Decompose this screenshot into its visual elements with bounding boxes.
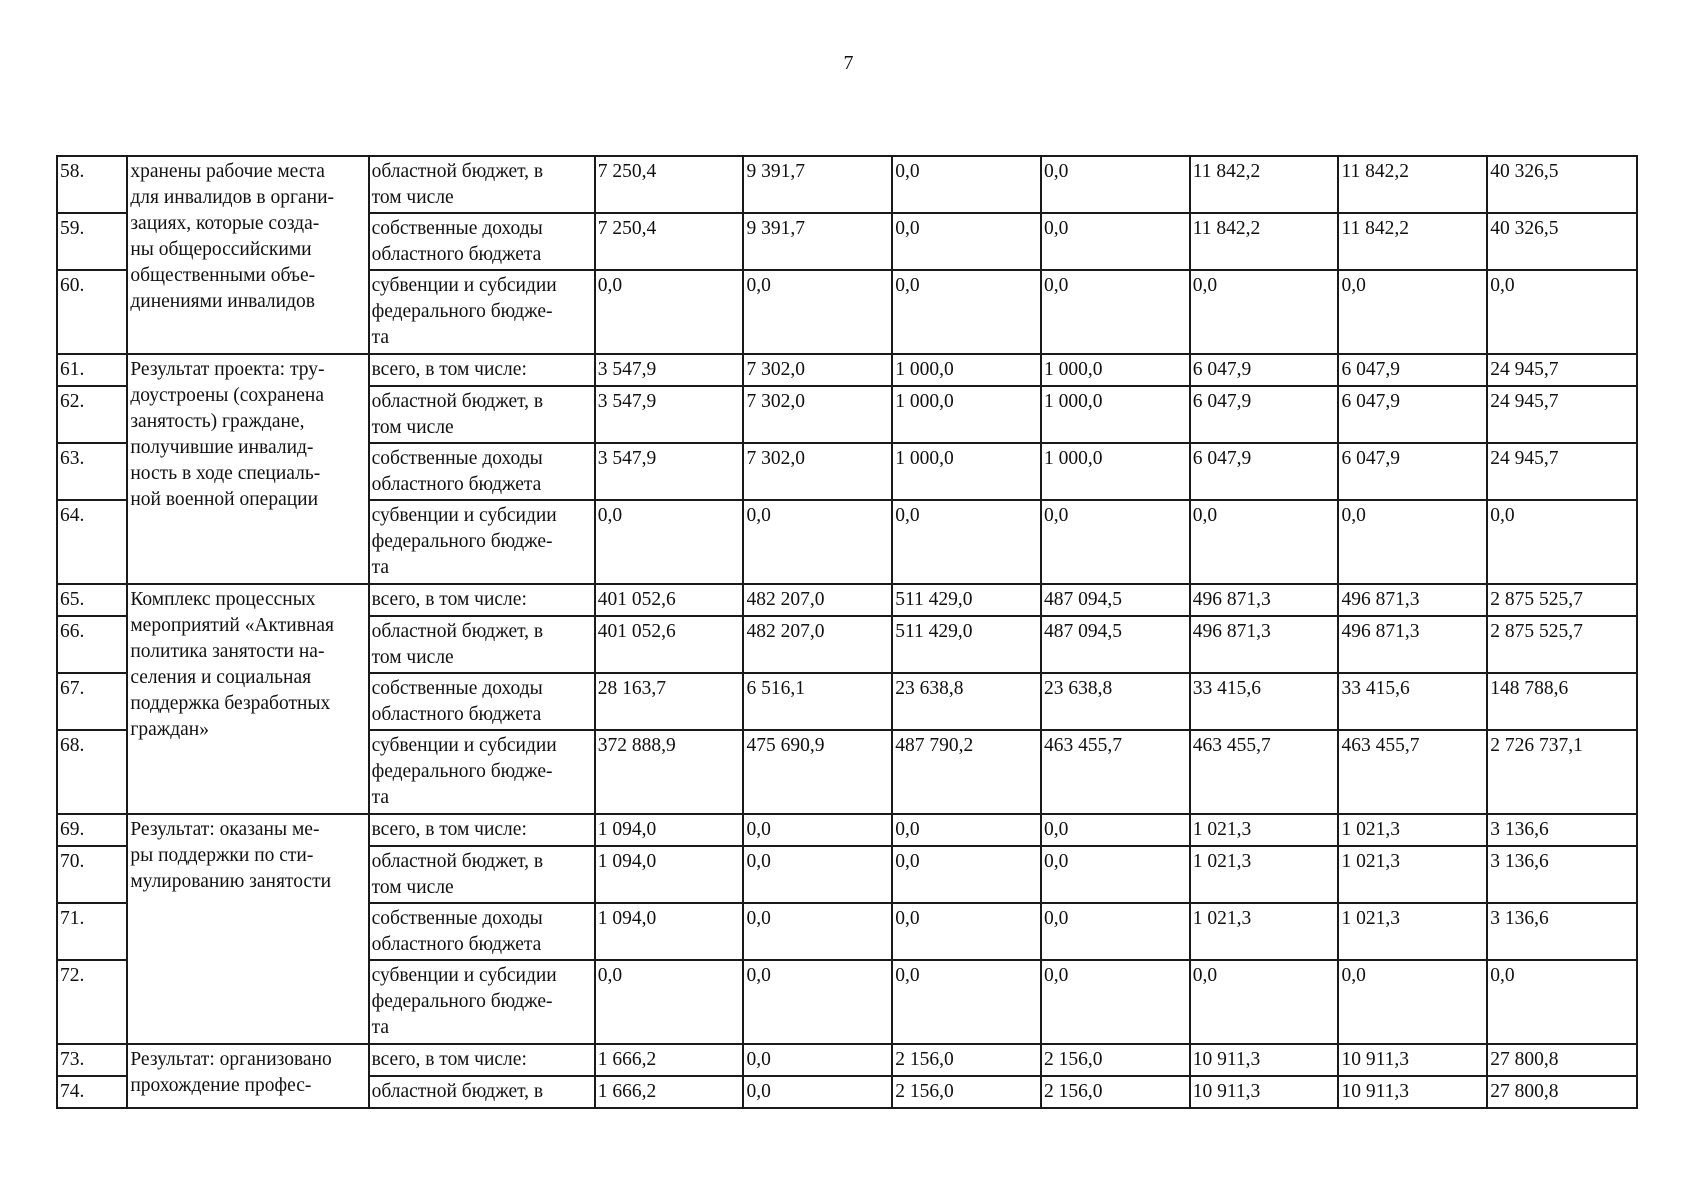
activity-name [127,814,368,1044]
amount-cell: 40 326,5 [1487,156,1637,213]
funding-source-line: собственные доходы [371,678,543,699]
amount-cell: 33 415,6 [1190,673,1339,730]
amount-cell: 0,0 [892,270,1041,354]
amount-cell: 0,0 [1338,270,1487,354]
row-number: 67. [57,673,127,730]
amount-cell: 28 163,7 [595,673,744,730]
funding-source-line: всего, в том числе: [371,1049,527,1070]
amount-cell: 0,0 [1487,960,1637,1044]
row-number: 62. [57,386,127,443]
funding-source [369,960,595,1044]
funding-source-line: областного бюджета [371,934,542,955]
amount-cell: 10 911,3 [1190,1076,1339,1108]
amount-cell: 1 021,3 [1338,903,1487,960]
funding-source-line: федерального бюдже- [371,991,553,1012]
amount-cell: 7 302,0 [743,354,892,386]
funding-source-line: субвенции и субсидии [371,965,557,986]
amount-cell: 0,0 [743,1044,892,1076]
row-number: 72. [57,960,127,1044]
amount-cell: 9 391,7 [743,156,892,213]
activity-name [127,584,368,814]
activity-name-line: Результат: оказаны ме- [130,819,320,840]
funding-source [369,500,595,584]
amount-cell: 7 302,0 [743,443,892,500]
amount-cell: 496 871,3 [1338,616,1487,673]
amount-cell: 3 136,6 [1487,846,1637,903]
amount-cell: 6 516,1 [743,673,892,730]
amount-cell: 3 547,9 [595,386,744,443]
funding-source [369,443,595,500]
amount-cell: 11 842,2 [1190,213,1339,270]
amount-cell: 1 000,0 [1041,443,1190,500]
funding-source-line: том числе [371,187,454,208]
row-number: 73. [57,1044,127,1076]
activity-name-line: Комплекс процессных [130,589,316,610]
activity-name-line: прохождение профес- [130,1075,312,1096]
funding-source [369,814,595,846]
funding-source-line: субвенции и субсидии [371,275,557,296]
funding-source-line: собственные доходы [371,908,543,929]
amount-cell: 3 547,9 [595,354,744,386]
amount-cell: 27 800,8 [1487,1044,1637,1076]
budget-table-body [57,156,1637,1108]
amount-cell: 0,0 [743,270,892,354]
activity-name [127,354,368,584]
funding-source-line: собственные доходы [371,218,543,239]
amount-cell: 0,0 [743,960,892,1044]
amount-cell: 27 800,8 [1487,1076,1637,1108]
budget-table [56,155,1638,1109]
funding-source-line: том числе [371,877,454,898]
activity-name-line: динениями инвалидов [130,291,315,312]
amount-cell: 0,0 [1190,500,1339,584]
row-number: 71. [57,903,127,960]
amount-cell: 0,0 [743,846,892,903]
funding-source-line: та [371,1017,389,1038]
row-number: 70. [57,846,127,903]
funding-source [369,354,595,386]
funding-source [369,1076,595,1108]
amount-cell: 1 094,0 [595,814,744,846]
amount-cell: 3 547,9 [595,443,744,500]
activity-name-line: Результат: организовано [130,1049,332,1070]
amount-cell: 487 094,5 [1041,616,1190,673]
funding-source [369,386,595,443]
amount-cell: 475 690,9 [743,730,892,814]
activity-name-line: для инвалидов в органи- [130,187,335,208]
amount-cell: 0,0 [892,814,1041,846]
row-number: 61. [57,354,127,386]
funding-source-line: областного бюджета [371,704,542,725]
funding-source-line: та [371,327,389,348]
amount-cell: 10 911,3 [1190,1044,1339,1076]
amount-cell: 0,0 [892,903,1041,960]
amount-cell: 2 156,0 [892,1076,1041,1108]
amount-cell: 6 047,9 [1190,386,1339,443]
amount-cell: 2 156,0 [1041,1044,1190,1076]
amount-cell: 0,0 [1041,903,1190,960]
amount-cell: 1 094,0 [595,903,744,960]
activity-name [127,1044,368,1108]
amount-cell: 0,0 [1041,213,1190,270]
funding-source-line: областной бюджет, в [371,391,544,412]
amount-cell: 2 875 525,7 [1487,616,1637,673]
amount-cell: 372 888,9 [595,730,744,814]
amount-cell: 7 250,4 [595,156,744,213]
funding-source [369,846,595,903]
funding-source-line: том числе [371,647,454,668]
funding-source-line: областной бюджет, в [371,621,544,642]
amount-cell: 6 047,9 [1338,443,1487,500]
amount-cell: 0,0 [892,500,1041,584]
funding-source [369,903,595,960]
activity-name-line: общественными объе- [130,265,316,286]
amount-cell: 0,0 [1041,270,1190,354]
activity-name-line: мероприятий «Активная [130,615,334,636]
amount-cell: 1 000,0 [1041,386,1190,443]
amount-cell: 6 047,9 [1338,354,1487,386]
funding-source-line: всего, в том числе: [371,359,527,380]
amount-cell: 0,0 [743,500,892,584]
amount-cell: 7 302,0 [743,386,892,443]
amount-cell: 1 666,2 [595,1044,744,1076]
activity-name-line: Результат проекта: тру- [130,359,325,380]
amount-cell: 0,0 [892,960,1041,1044]
funding-source-line: областного бюджета [371,474,542,495]
funding-source-line: федерального бюдже- [371,761,553,782]
amount-cell: 511 429,0 [892,616,1041,673]
amount-cell: 11 842,2 [1190,156,1339,213]
activity-name-line: мулированию занятости [130,871,332,892]
activity-name-line: доустроены (сохранена [130,385,324,406]
row-number: 68. [57,730,127,814]
amount-cell: 0,0 [1487,270,1637,354]
amount-cell: 33 415,6 [1338,673,1487,730]
amount-cell: 11 842,2 [1338,156,1487,213]
amount-cell: 463 455,7 [1338,730,1487,814]
funding-source [369,270,595,354]
amount-cell: 496 871,3 [1338,584,1487,616]
amount-cell: 7 250,4 [595,213,744,270]
amount-cell: 1 021,3 [1338,846,1487,903]
funding-source [369,213,595,270]
row-number: 69. [57,814,127,846]
amount-cell: 511 429,0 [892,584,1041,616]
row-number: 65. [57,584,127,616]
amount-cell: 0,0 [892,846,1041,903]
activity-name-line: политика занятости на- [130,641,325,662]
row-number: 58. [57,156,127,213]
funding-source-line: субвенции и субсидии [371,505,557,526]
funding-source-line: областного бюджета [371,244,542,265]
amount-cell: 0,0 [892,156,1041,213]
funding-source-line: областной бюджет, в [371,161,544,182]
amount-cell: 0,0 [1338,960,1487,1044]
funding-source-line: том числе [371,417,454,438]
amount-cell: 1 021,3 [1190,846,1339,903]
amount-cell: 2 726 737,1 [1487,730,1637,814]
activity-name-line: ность в ходе специаль- [130,463,321,484]
funding-source [369,156,595,213]
funding-source-line: всего, в том числе: [371,819,527,840]
row-number: 59. [57,213,127,270]
activity-name-line: занятость) граждане, [130,411,305,432]
amount-cell: 10 911,3 [1338,1076,1487,1108]
amount-cell: 0,0 [1041,814,1190,846]
amount-cell: 482 207,0 [743,584,892,616]
funding-source-line: собственные доходы [371,448,543,469]
funding-source [369,673,595,730]
amount-cell: 2 156,0 [1041,1076,1190,1108]
table-row [57,814,1637,846]
amount-cell: 0,0 [1487,500,1637,584]
amount-cell: 401 052,6 [595,584,744,616]
activity-name-line: ры поддержки по сти- [130,845,314,866]
amount-cell: 0,0 [1190,270,1339,354]
amount-cell: 6 047,9 [1190,443,1339,500]
table-row [57,1044,1637,1076]
activity-name-line: ной военной операции [130,489,319,510]
funding-source-line: областной бюджет, в [371,1081,544,1102]
activity-name-line: поддержка безработных [130,693,331,714]
amount-cell: 148 788,6 [1487,673,1637,730]
activity-name-line: селения и социальная [130,667,312,688]
funding-source-line: всего, в том числе: [371,589,527,610]
amount-cell: 10 911,3 [1338,1044,1487,1076]
funding-source [369,730,595,814]
amount-cell: 401 052,6 [595,616,744,673]
amount-cell: 463 455,7 [1041,730,1190,814]
amount-cell: 487 094,5 [1041,584,1190,616]
amount-cell: 24 945,7 [1487,386,1637,443]
amount-cell: 6 047,9 [1190,354,1339,386]
amount-cell: 463 455,7 [1190,730,1339,814]
funding-source-line: федерального бюдже- [371,531,553,552]
amount-cell: 1 094,0 [595,846,744,903]
amount-cell: 0,0 [1338,500,1487,584]
row-number: 60. [57,270,127,354]
table-row [57,584,1637,616]
amount-cell: 2 875 525,7 [1487,584,1637,616]
amount-cell: 496 871,3 [1190,616,1339,673]
amount-cell: 23 638,8 [1041,673,1190,730]
table-row [57,156,1637,213]
funding-source-line: та [371,557,389,578]
amount-cell: 1 000,0 [892,386,1041,443]
amount-cell: 40 326,5 [1487,213,1637,270]
activity-name-line: ны общероссийскими [130,239,312,260]
amount-cell: 496 871,3 [1190,584,1339,616]
page-number: 7 [843,52,854,74]
amount-cell: 2 156,0 [892,1044,1041,1076]
amount-cell: 1 000,0 [892,443,1041,500]
amount-cell: 482 207,0 [743,616,892,673]
row-number: 74. [57,1076,127,1108]
amount-cell: 1 666,2 [595,1076,744,1108]
funding-source [369,1044,595,1076]
amount-cell: 0,0 [743,1076,892,1108]
amount-cell: 1 021,3 [1190,903,1339,960]
amount-cell: 487 790,2 [892,730,1041,814]
row-number: 64. [57,500,127,584]
activity-name-line: хранены рабочие места [130,161,325,182]
amount-cell: 1 000,0 [892,354,1041,386]
activity-name [127,156,368,354]
amount-cell: 11 842,2 [1338,213,1487,270]
amount-cell: 0,0 [743,903,892,960]
amount-cell: 3 136,6 [1487,903,1637,960]
funding-source-line: федерального бюдже- [371,301,553,322]
funding-source [369,584,595,616]
amount-cell: 0,0 [595,270,744,354]
amount-cell: 0,0 [595,500,744,584]
row-number: 63. [57,443,127,500]
amount-cell: 1 000,0 [1041,354,1190,386]
activity-name-line: граждан» [130,719,209,740]
row-number: 66. [57,616,127,673]
funding-source-line: субвенции и субсидии [371,735,557,756]
amount-cell: 0,0 [892,213,1041,270]
activity-name-line: зациях, которые созда- [130,213,320,234]
funding-source [369,616,595,673]
activity-name-line: получившие инвалид- [130,437,314,458]
amount-cell: 0,0 [1041,960,1190,1044]
amount-cell: 6 047,9 [1338,386,1487,443]
amount-cell: 1 021,3 [1338,814,1487,846]
amount-cell: 0,0 [1041,846,1190,903]
table-row [57,354,1637,386]
amount-cell: 24 945,7 [1487,354,1637,386]
amount-cell: 9 391,7 [743,213,892,270]
funding-source-line: та [371,787,389,808]
amount-cell: 0,0 [743,814,892,846]
amount-cell: 24 945,7 [1487,443,1637,500]
amount-cell: 0,0 [595,960,744,1044]
amount-cell: 0,0 [1190,960,1339,1044]
amount-cell: 3 136,6 [1487,814,1637,846]
amount-cell: 1 021,3 [1190,814,1339,846]
funding-source-line: областной бюджет, в [371,851,544,872]
amount-cell: 0,0 [1041,156,1190,213]
amount-cell: 23 638,8 [892,673,1041,730]
amount-cell: 0,0 [1041,500,1190,584]
